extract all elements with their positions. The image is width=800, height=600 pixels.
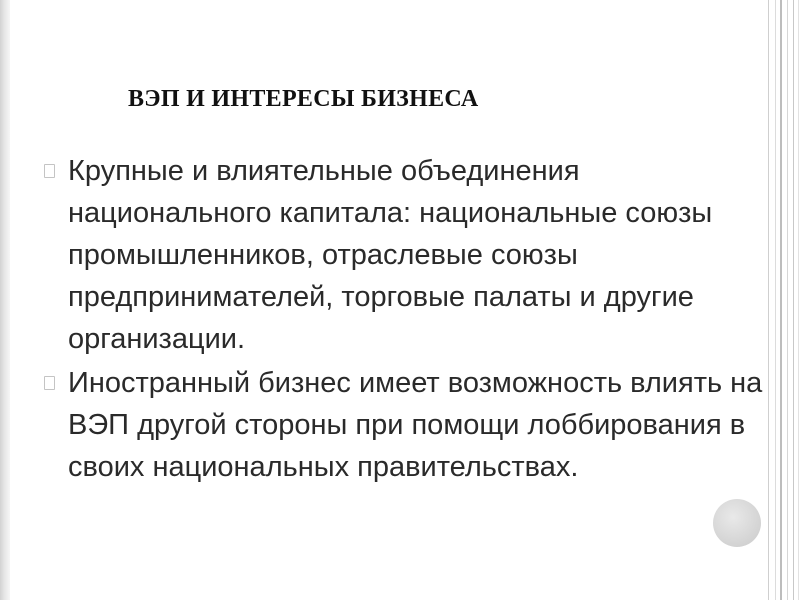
frame-line bbox=[787, 0, 788, 600]
bullet-item bbox=[44, 150, 766, 360]
bullet-icon bbox=[44, 164, 55, 178]
frame-line bbox=[798, 0, 799, 600]
bullet-text: Иностранный бизнес имеет возможность влиять на ВЭП другой стороны при помощи лоббирования в своих национальных правительствах. bbox=[68, 367, 763, 483]
slide-title: ВЭП И ИНТЕРЕСЫ БИЗНЕСА bbox=[128, 86, 479, 112]
right-decorative-frame bbox=[766, 0, 800, 600]
bullet-item bbox=[44, 362, 766, 488]
frame-line bbox=[768, 0, 769, 600]
bullet-text: Крупные и влиятельные объединения национального капитала: национальные союзы промышленников, отраслевые союзы предпринимателей, торговые палаты и другие организации. bbox=[68, 155, 713, 355]
frame-line bbox=[780, 0, 782, 600]
frame-line bbox=[775, 0, 776, 600]
frame-line bbox=[793, 0, 794, 600]
decorative-circle-icon bbox=[713, 499, 761, 547]
bullet-icon bbox=[44, 376, 55, 390]
bullet-list bbox=[44, 150, 766, 490]
left-decorative-stripe bbox=[0, 0, 10, 600]
